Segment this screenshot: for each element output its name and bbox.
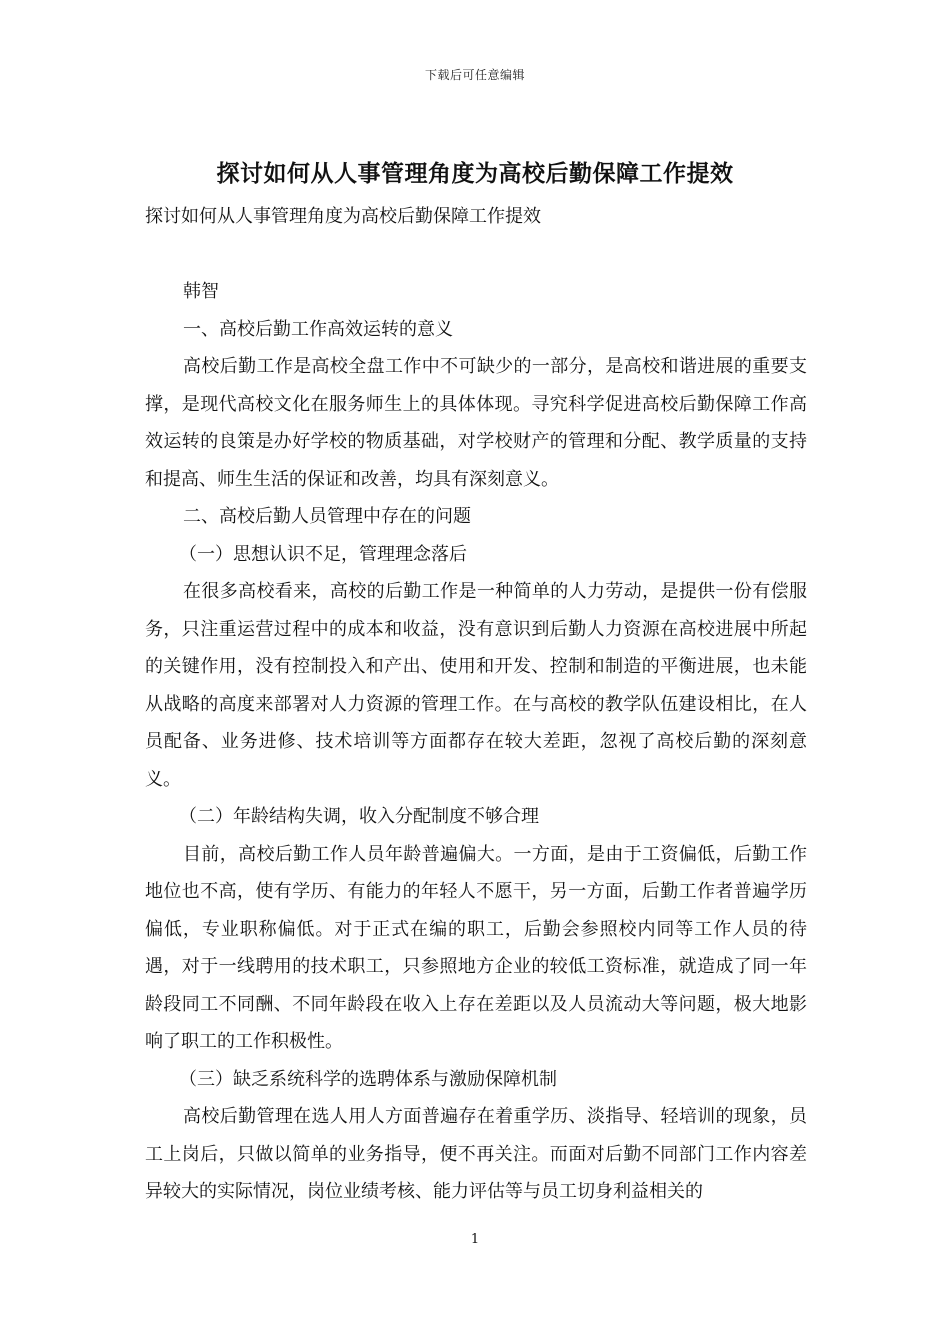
subsection-heading-3: （三）缺乏系统科学的选聘体系与激励保障机制 [179, 1068, 557, 1090]
author-name: 韩智 [183, 281, 219, 302]
paragraph-section-1: 高校后勤工作是高校全盘工作中不可缺少的一部分，是高校和谐进展的重要支撑，是现代高校文化在服务师生上的具体体现。寻究科学促进高校后勤保障工作高效运转的良策是办好学校的物质基础，对学校财产的管理和分配、教学质量的支持和提高、师生生活的保证和改善，均具有深刻意义。 [145, 356, 807, 490]
blank-line [145, 236, 807, 274]
paragraph-subsection-2: 目前，高校后勤工作人员年龄普遍偏大。一方面，是由于工资偏低，后勤工作地位也不高，使有学历、有能力的年轻人不愿干，另一方面，后勤工作者普遍学历偏低，专业职称偏低。对于正式在编的职工，后勤会参照校内同等工作人员的待遇，对于一线聘用的技术职工，只参照地方企业的较低工资标准，就造成了同一年龄段同工不同酬、不同年龄段在收入上存在差距以及人员流动大等问题，极大地影响了职工的工作积极性。 [145, 843, 807, 1052]
subsection-heading-1: （一）思想认识不足，管理理念落后 [179, 543, 467, 565]
document-subtitle: 探讨如何从人事管理角度为高校后勤保障工作提效 [145, 206, 541, 227]
section-heading-2: 二、高校后勤人员管理中存在的问题 [183, 506, 471, 527]
paragraph-subsection-3: 高校后勤管理在选人用人方面普遍存在着重学历、淡指导、轻培训的现象，员工上岗后，只做以简单的业务指导，便不再关注。而面对后勤不同部门工作内容差异较大的实际情况，岗位业绩考核、能力评估等与员工切身利益相关的 [145, 1106, 807, 1202]
page-header-note: 下载后可任意编辑 [424, 68, 525, 82]
paragraph-subsection-1: 在很多高校看来，高校的后勤工作是一种简单的人力劳动，是提供一份有偿服务，只注重运营过程中的成本和收益，没有意识到后勤人力资源在高校进展中所起的关键作用，没有控制投入和产出、使用和开发、控制和制造的平衡进展，也未能从战略的高度来部署对人力资源的管理工作。在与高校的教学队伍建设相比，在人员配备、业务进修、技术培训等方面都存在较大差距，忽视了高校后勤的深刻意义。 [145, 581, 807, 790]
subsection-heading-2: （二）年龄结构失调，收入分配制度不够合理 [179, 806, 539, 827]
section-heading-1: 一、高校后勤工作高效运转的意义 [183, 318, 453, 340]
document-body [145, 198, 807, 1211]
document-title: 探讨如何从人事管理角度为高校后勤保障工作提效 [216, 160, 734, 187]
page-number: 1 [470, 1232, 480, 1247]
